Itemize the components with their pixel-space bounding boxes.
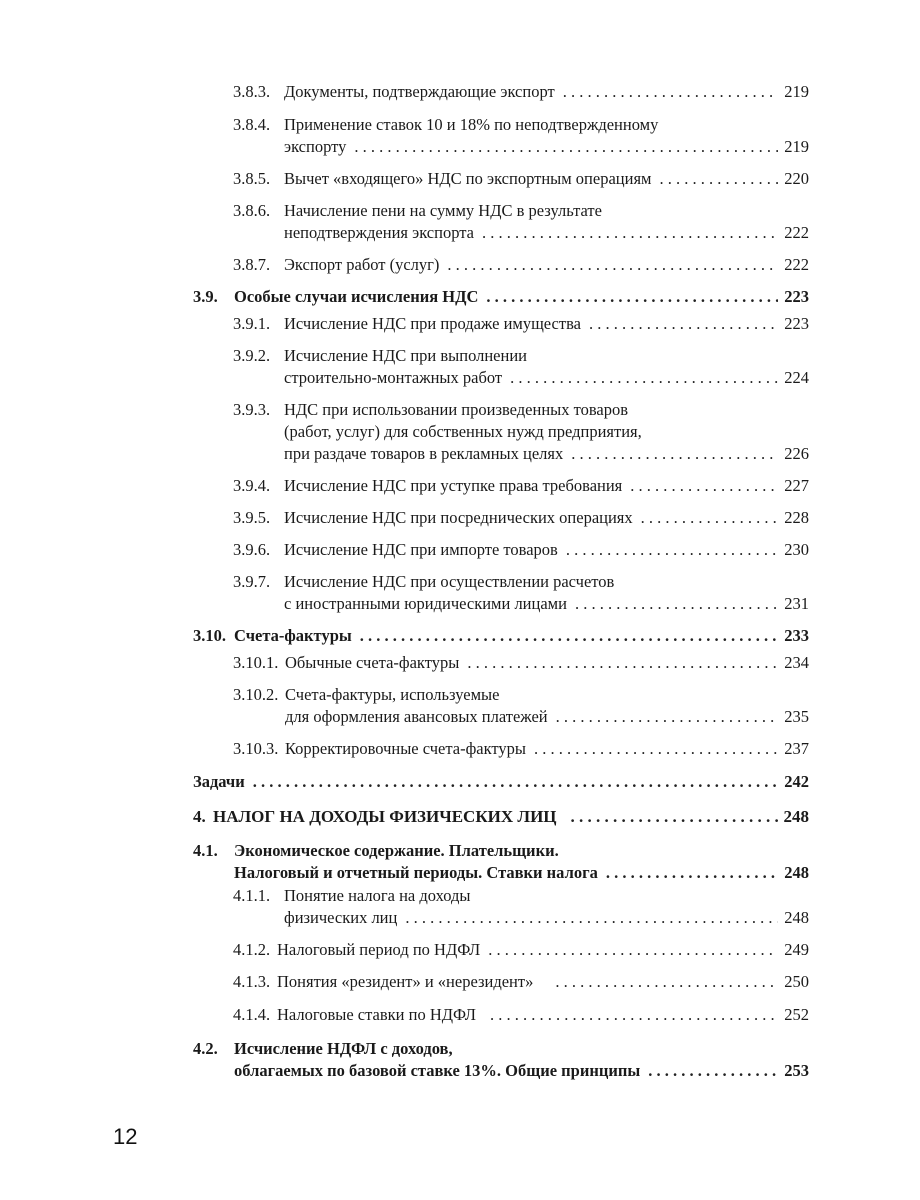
dot-leader xyxy=(405,907,778,929)
dot-leader xyxy=(467,652,778,674)
toc-entry[interactable] xyxy=(233,168,809,190)
dot-leader xyxy=(556,706,779,728)
dot-leader xyxy=(630,475,778,497)
toc-entry-title: Корректировочные счета-фактуры xyxy=(285,739,526,758)
toc-entry-title-line: экспорту xyxy=(284,137,347,156)
toc-entry-number: 3.10.2. xyxy=(233,685,279,704)
toc-entry-number: 3.8.5. xyxy=(233,169,271,188)
toc-entry-number: 3.9.3. xyxy=(233,400,271,419)
toc-entry-title: Понятия «резидент» и «нерезидент» xyxy=(277,972,534,991)
toc-entry-number: 3.9.5. xyxy=(233,508,271,527)
dot-leader xyxy=(575,593,778,615)
toc-entry-page: 248 xyxy=(784,863,809,882)
toc-entry[interactable] xyxy=(233,313,809,335)
toc-entry-title-line: Понятие налога на доходы xyxy=(284,886,471,905)
toc-entry-number: 3.10.3. xyxy=(233,739,279,758)
dot-leader xyxy=(606,862,778,884)
toc-entry-title-line: Экономическое содержание. Плательщики. xyxy=(234,841,559,860)
dot-leader xyxy=(659,168,778,190)
dot-leader xyxy=(354,136,778,158)
toc-entry-title: Исчисление НДС при уступке права требования xyxy=(284,476,623,495)
dot-leader xyxy=(589,313,778,335)
dot-leader xyxy=(555,971,778,993)
dot-leader xyxy=(360,625,779,647)
toc-entry-title-line: (работ, услуг) для собственных нужд предприятия, xyxy=(284,422,642,441)
toc-entry-title-line: Применение ставок 10 и 18% по неподтвержденному xyxy=(284,115,659,134)
toc-entry-title-line: при раздаче товаров в рекламных целях xyxy=(284,444,564,463)
toc-entry-page: 248 xyxy=(784,908,809,927)
toc-entry-number: 3.9.6. xyxy=(233,540,271,559)
dot-leader xyxy=(563,81,779,103)
toc-entry-page: 235 xyxy=(784,707,809,726)
toc-entry-number: 4.1.4. xyxy=(233,1005,271,1024)
toc-entry-page: 219 xyxy=(784,137,809,156)
toc-entry-page: 222 xyxy=(784,255,809,274)
dot-leader xyxy=(571,443,778,465)
toc-entry[interactable] xyxy=(233,885,809,929)
toc-entry-number: 3.9.2. xyxy=(233,346,271,365)
toc-entry-title-line: с иностранными юридическими лицами xyxy=(284,594,567,613)
dot-leader xyxy=(490,1004,778,1026)
toc-entry-title: Экспорт работ (услуг) xyxy=(284,255,440,274)
toc-entry-title-line: неподтверждения экспорта xyxy=(284,223,474,242)
toc-entry-title: Исчисление НДС при импорте товаров xyxy=(284,540,558,559)
toc-entry-page: 222 xyxy=(784,223,809,242)
toc-entry-number: 4. xyxy=(193,807,206,826)
toc-entry[interactable] xyxy=(233,114,809,158)
toc-entry[interactable] xyxy=(233,345,809,389)
dot-leader xyxy=(488,939,778,961)
toc-entry[interactable] xyxy=(233,652,809,674)
toc-entry-number: 3.9.7. xyxy=(233,572,271,591)
toc-entry-page: 223 xyxy=(784,287,809,306)
toc-entry[interactable] xyxy=(233,571,809,615)
toc-entry-number: 3.10.1. xyxy=(233,653,279,672)
toc-entry-page: 224 xyxy=(784,368,809,387)
toc-entry[interactable] xyxy=(233,684,809,728)
toc-entry-title: Счета-фактуры xyxy=(234,626,352,645)
toc-entry-number: 3.9. xyxy=(193,287,218,306)
toc-entry-page: 219 xyxy=(784,82,809,101)
toc-entry-page: 230 xyxy=(784,540,809,559)
toc-entry-title-line: физических лиц xyxy=(284,908,398,927)
toc-section-entry[interactable] xyxy=(193,840,809,884)
toc-entry-title: Налоговый период по НДФЛ xyxy=(277,940,481,959)
toc-entry-page: 227 xyxy=(784,476,809,495)
toc-entry-number: 3.8.4. xyxy=(233,115,271,134)
toc-entry-title: НАЛОГ НА ДОХОДЫ ФИЗИЧЕСКИХ ЛИЦ xyxy=(213,807,557,826)
page-number: 12 xyxy=(113,1124,138,1149)
toc-entry[interactable] xyxy=(233,1004,809,1026)
toc-entry-title-line: Начисление пени на сумму НДС в результате xyxy=(284,201,602,220)
toc-entry-page: 237 xyxy=(784,739,809,758)
toc-entry-page: 252 xyxy=(784,1005,809,1024)
toc-entry-number: 3.8.3. xyxy=(233,82,271,101)
toc-entry-page: 233 xyxy=(784,626,809,645)
toc-section-entry[interactable] xyxy=(193,1038,809,1082)
toc-entry-title-line: Исчисление НДС при выполнении xyxy=(284,346,527,365)
toc-entry-page: 234 xyxy=(784,653,809,672)
toc-entry-title: Налоговые ставки по НДФЛ xyxy=(277,1005,476,1024)
toc-entry-title-line: для оформления авансовых платежей xyxy=(285,707,548,726)
toc-entry-title: Особые случаи исчисления НДС xyxy=(234,287,479,306)
toc-entry-title: Вычет «входящего» НДС по экспортным операциям xyxy=(284,169,652,188)
toc-entry-title: Обычные счета-фактуры xyxy=(285,653,460,672)
toc-entry[interactable] xyxy=(233,738,809,760)
dot-leader xyxy=(571,806,778,828)
toc-section-entry[interactable] xyxy=(193,286,809,308)
toc-entry-page: 248 xyxy=(783,807,809,826)
toc-entry-number: 3.9.4. xyxy=(233,476,271,495)
toc-entry-number: 3.9.1. xyxy=(233,314,271,333)
dot-leader xyxy=(253,771,779,793)
toc-entry-title: Исчисление НДС при посреднических операциях xyxy=(284,508,633,527)
toc-section-entry[interactable] xyxy=(193,625,809,647)
dot-leader xyxy=(447,254,778,276)
toc-entry-number: 3.10. xyxy=(193,626,226,645)
toc-entry-title-line: НДС при использовании произведенных товаров xyxy=(284,400,629,419)
toc-entry-number: 3.8.7. xyxy=(233,255,271,274)
toc-entry[interactable] xyxy=(233,971,809,993)
toc-entry-title-line: Исчисление НДС при осуществлении расчетов xyxy=(284,572,615,591)
toc-entry-number: 4.1. xyxy=(193,841,218,860)
toc-entry-title: Задачи xyxy=(193,772,245,791)
toc-entry-page: 220 xyxy=(784,169,809,188)
toc-entry-page: 250 xyxy=(784,972,809,991)
toc-entry-number: 4.1.1. xyxy=(233,886,271,905)
toc-entry-title: Исчисление НДС при продаже имущества xyxy=(284,314,581,333)
toc-entry-page: 228 xyxy=(784,508,809,527)
toc-entry[interactable] xyxy=(233,81,809,103)
dot-leader xyxy=(534,738,778,760)
toc-entry-page: 226 xyxy=(784,444,809,463)
dot-leader xyxy=(486,286,778,308)
dot-leader xyxy=(641,507,779,529)
toc-entry-page: 253 xyxy=(784,1061,809,1080)
toc-entry-title-line: Налоговый и отчетный периоды. Ставки налога xyxy=(234,863,598,882)
toc-entry-title-line: строительно-монтажных работ xyxy=(284,368,503,387)
toc-entry[interactable] xyxy=(233,507,809,529)
dot-leader xyxy=(648,1060,778,1082)
toc-entry[interactable] xyxy=(233,939,809,961)
toc-entry[interactable] xyxy=(233,254,809,276)
toc-entry[interactable] xyxy=(233,475,809,497)
dot-leader xyxy=(510,367,778,389)
toc-entry-page: 231 xyxy=(784,594,809,613)
dot-leader xyxy=(566,539,778,561)
toc-entry-page: 223 xyxy=(784,314,809,333)
toc-entry-title: Документы, подтверждающие экспорт xyxy=(284,82,555,101)
dot-leader xyxy=(482,222,778,244)
toc-entry-page: 242 xyxy=(784,772,809,791)
toc-chapter-entry[interactable] xyxy=(193,806,809,828)
toc-entry-title-line: Исчисление НДФЛ с доходов, xyxy=(234,1039,453,1058)
toc-entry-number: 4.2. xyxy=(193,1039,218,1058)
toc-entry-title-line: Счета-фактуры, используемые xyxy=(285,685,500,704)
toc-entry-title-line: облагаемых по базовой ставке 13%. Общие принципы xyxy=(234,1061,641,1080)
toc-entry[interactable] xyxy=(233,399,809,465)
toc-section-entry[interactable] xyxy=(193,771,809,793)
toc-entry-number: 4.1.2. xyxy=(233,940,271,959)
toc-entry[interactable] xyxy=(233,200,809,244)
toc-entry-number: 3.8.6. xyxy=(233,201,271,220)
toc-entry-page: 249 xyxy=(784,940,809,959)
toc-entry[interactable] xyxy=(233,539,809,561)
toc-entry-number: 4.1.3. xyxy=(233,972,271,991)
